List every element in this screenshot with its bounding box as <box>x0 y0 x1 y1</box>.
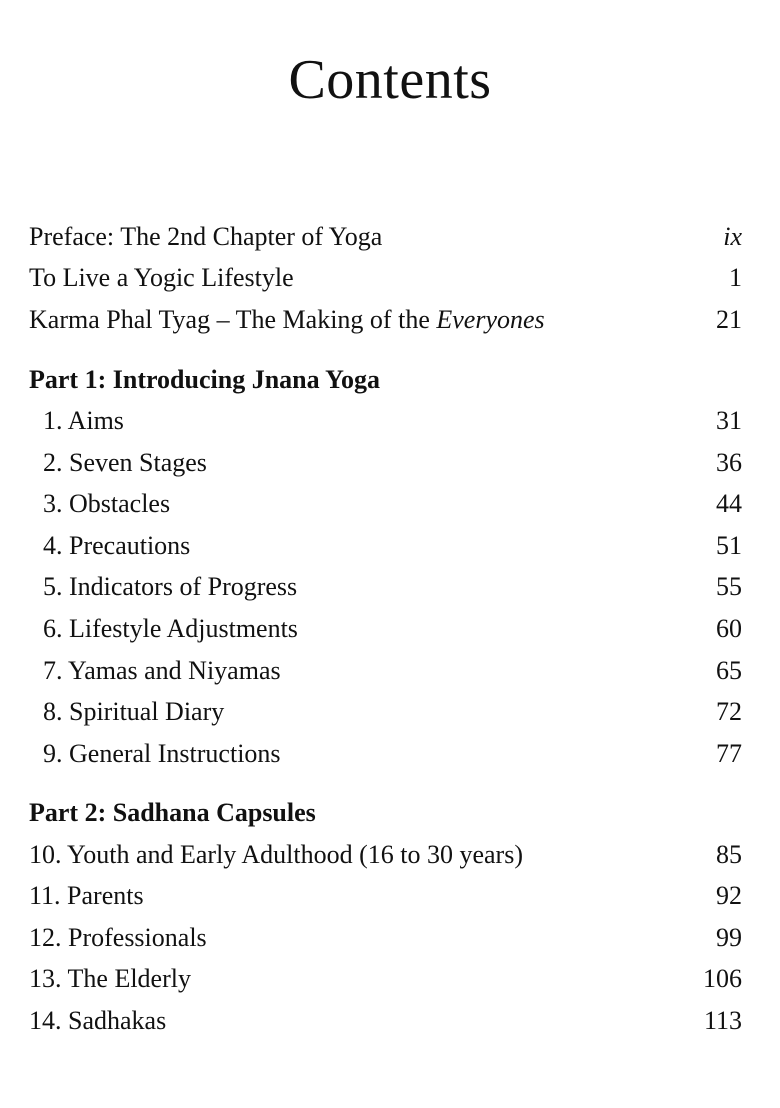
toc-entry-page: 85 <box>716 840 742 869</box>
toc-entry-number: 6. <box>43 614 63 643</box>
toc-entry-page: 99 <box>716 923 742 952</box>
toc-entry-page: 1 <box>729 263 742 292</box>
toc-entry-title: Spiritual Diary <box>69 697 225 726</box>
toc-entry-number: 10. <box>29 840 62 869</box>
toc-entry-title: Yamas and Niyamas <box>68 656 281 685</box>
toc-entry-part1-7[interactable] <box>29 653 742 689</box>
toc-entry-page: 44 <box>716 489 742 518</box>
toc-entry-label <box>29 736 281 772</box>
toc-entry-part1-8[interactable] <box>29 694 742 730</box>
toc-entry-page: 21 <box>716 305 742 334</box>
page-title: Contents <box>288 49 492 111</box>
toc-entry-number: 9. <box>43 739 63 768</box>
toc-entry-title: Lifestyle Adjustments <box>69 614 298 643</box>
toc-entry-label <box>29 486 170 522</box>
toc-entry-label <box>29 1003 166 1039</box>
toc-entry-part2-11[interactable] <box>29 878 742 914</box>
toc-entry-page: 60 <box>716 614 742 643</box>
toc-entry-karma-phal-tyag[interactable] <box>29 302 742 338</box>
part-1-heading: Part 1: Introducing Jnana Yoga <box>29 365 381 394</box>
toc-entry-part1-4[interactable] <box>29 528 742 564</box>
toc-entry-page: 31 <box>716 406 742 435</box>
toc-entry-number: 1. <box>43 406 63 435</box>
toc-entry-page: 55 <box>716 572 742 601</box>
toc-entry-yogic-lifestyle[interactable] <box>29 260 742 296</box>
toc-entry-part1-9[interactable] <box>29 736 742 772</box>
toc-entry-part2-12[interactable] <box>29 920 742 956</box>
toc-entry-label <box>29 445 207 481</box>
toc-entry-part1-3[interactable] <box>29 486 742 522</box>
toc-entry-part1-2[interactable] <box>29 445 742 481</box>
toc-entry-page: 113 <box>703 1006 742 1035</box>
toc-entry-title: Sadhakas <box>68 1006 167 1035</box>
toc-entry-page: 72 <box>716 697 742 726</box>
toc-entry-title: Indicators of Progress <box>69 572 298 601</box>
toc-entry-label <box>29 528 190 564</box>
toc-entry-label <box>29 653 281 689</box>
toc-entry-label <box>29 878 144 914</box>
toc-entry-part1-1[interactable] <box>29 403 742 439</box>
toc-entry-title: Seven Stages <box>69 448 207 477</box>
toc-entry-label <box>29 694 224 730</box>
toc-entry-title: Precautions <box>69 531 191 560</box>
toc-entry-page: 92 <box>716 881 742 910</box>
toc-entry-number: 7. <box>43 656 63 685</box>
toc-entry-page: 51 <box>716 531 742 560</box>
toc-entry-number: 4. <box>43 531 63 560</box>
toc-entry-number: 5. <box>43 572 63 601</box>
toc-entry-number: 8. <box>43 697 63 726</box>
toc-entry-part1-5[interactable] <box>29 569 742 605</box>
toc-entry-part2-13[interactable] <box>29 961 742 997</box>
toc-entry-number: 11. <box>29 881 61 910</box>
toc-entry-title: The Elderly <box>67 964 191 993</box>
toc-entry-title: Aims <box>67 406 124 435</box>
toc-entry-label <box>29 403 124 439</box>
toc-entry-label-italic: Everyones <box>436 305 545 334</box>
toc-entry-label: To Live a Yogic Lifestyle <box>29 263 294 292</box>
toc-entry-label <box>29 302 545 338</box>
toc-entry-page: 106 <box>703 964 742 993</box>
toc-entry-label <box>29 569 297 605</box>
toc-entry-label <box>29 920 207 956</box>
toc-entry-label <box>29 837 523 873</box>
toc-entry-title: General Instructions <box>69 739 281 768</box>
toc-entry-title: Professionals <box>68 923 207 952</box>
toc-entry-part2-14[interactable] <box>29 1003 742 1039</box>
toc-entry-page: 77 <box>716 739 742 768</box>
toc-entry-label: Preface: The 2nd Chapter of Yoga <box>29 222 383 251</box>
toc-entry-number: 13. <box>29 964 62 993</box>
toc-entry-part1-6[interactable] <box>29 611 742 647</box>
toc-entry-preface[interactable] <box>29 219 742 255</box>
toc-entry-part2-10[interactable] <box>29 837 742 873</box>
toc-entry-label <box>29 611 298 647</box>
toc-entry-page: 36 <box>716 448 742 477</box>
toc-entry-title: Obstacles <box>69 489 171 518</box>
toc-entry-label <box>29 961 191 997</box>
toc-entry-page: ix <box>723 222 742 251</box>
part-2-heading: Part 2: Sadhana Capsules <box>29 798 316 827</box>
toc-entry-number: 14. <box>29 1006 62 1035</box>
toc-entry-page: 65 <box>716 656 742 685</box>
toc-entry-title: Youth and Early Adulthood (16 to 30 years) <box>67 840 523 869</box>
toc-entry-title: Parents <box>67 881 144 910</box>
toc-entry-number: 12. <box>29 923 62 952</box>
toc-entry-number: 2. <box>43 448 63 477</box>
toc-entry-label-text: Karma Phal Tyag – The Making of the <box>29 305 437 334</box>
toc-entry-number: 3. <box>43 489 63 518</box>
